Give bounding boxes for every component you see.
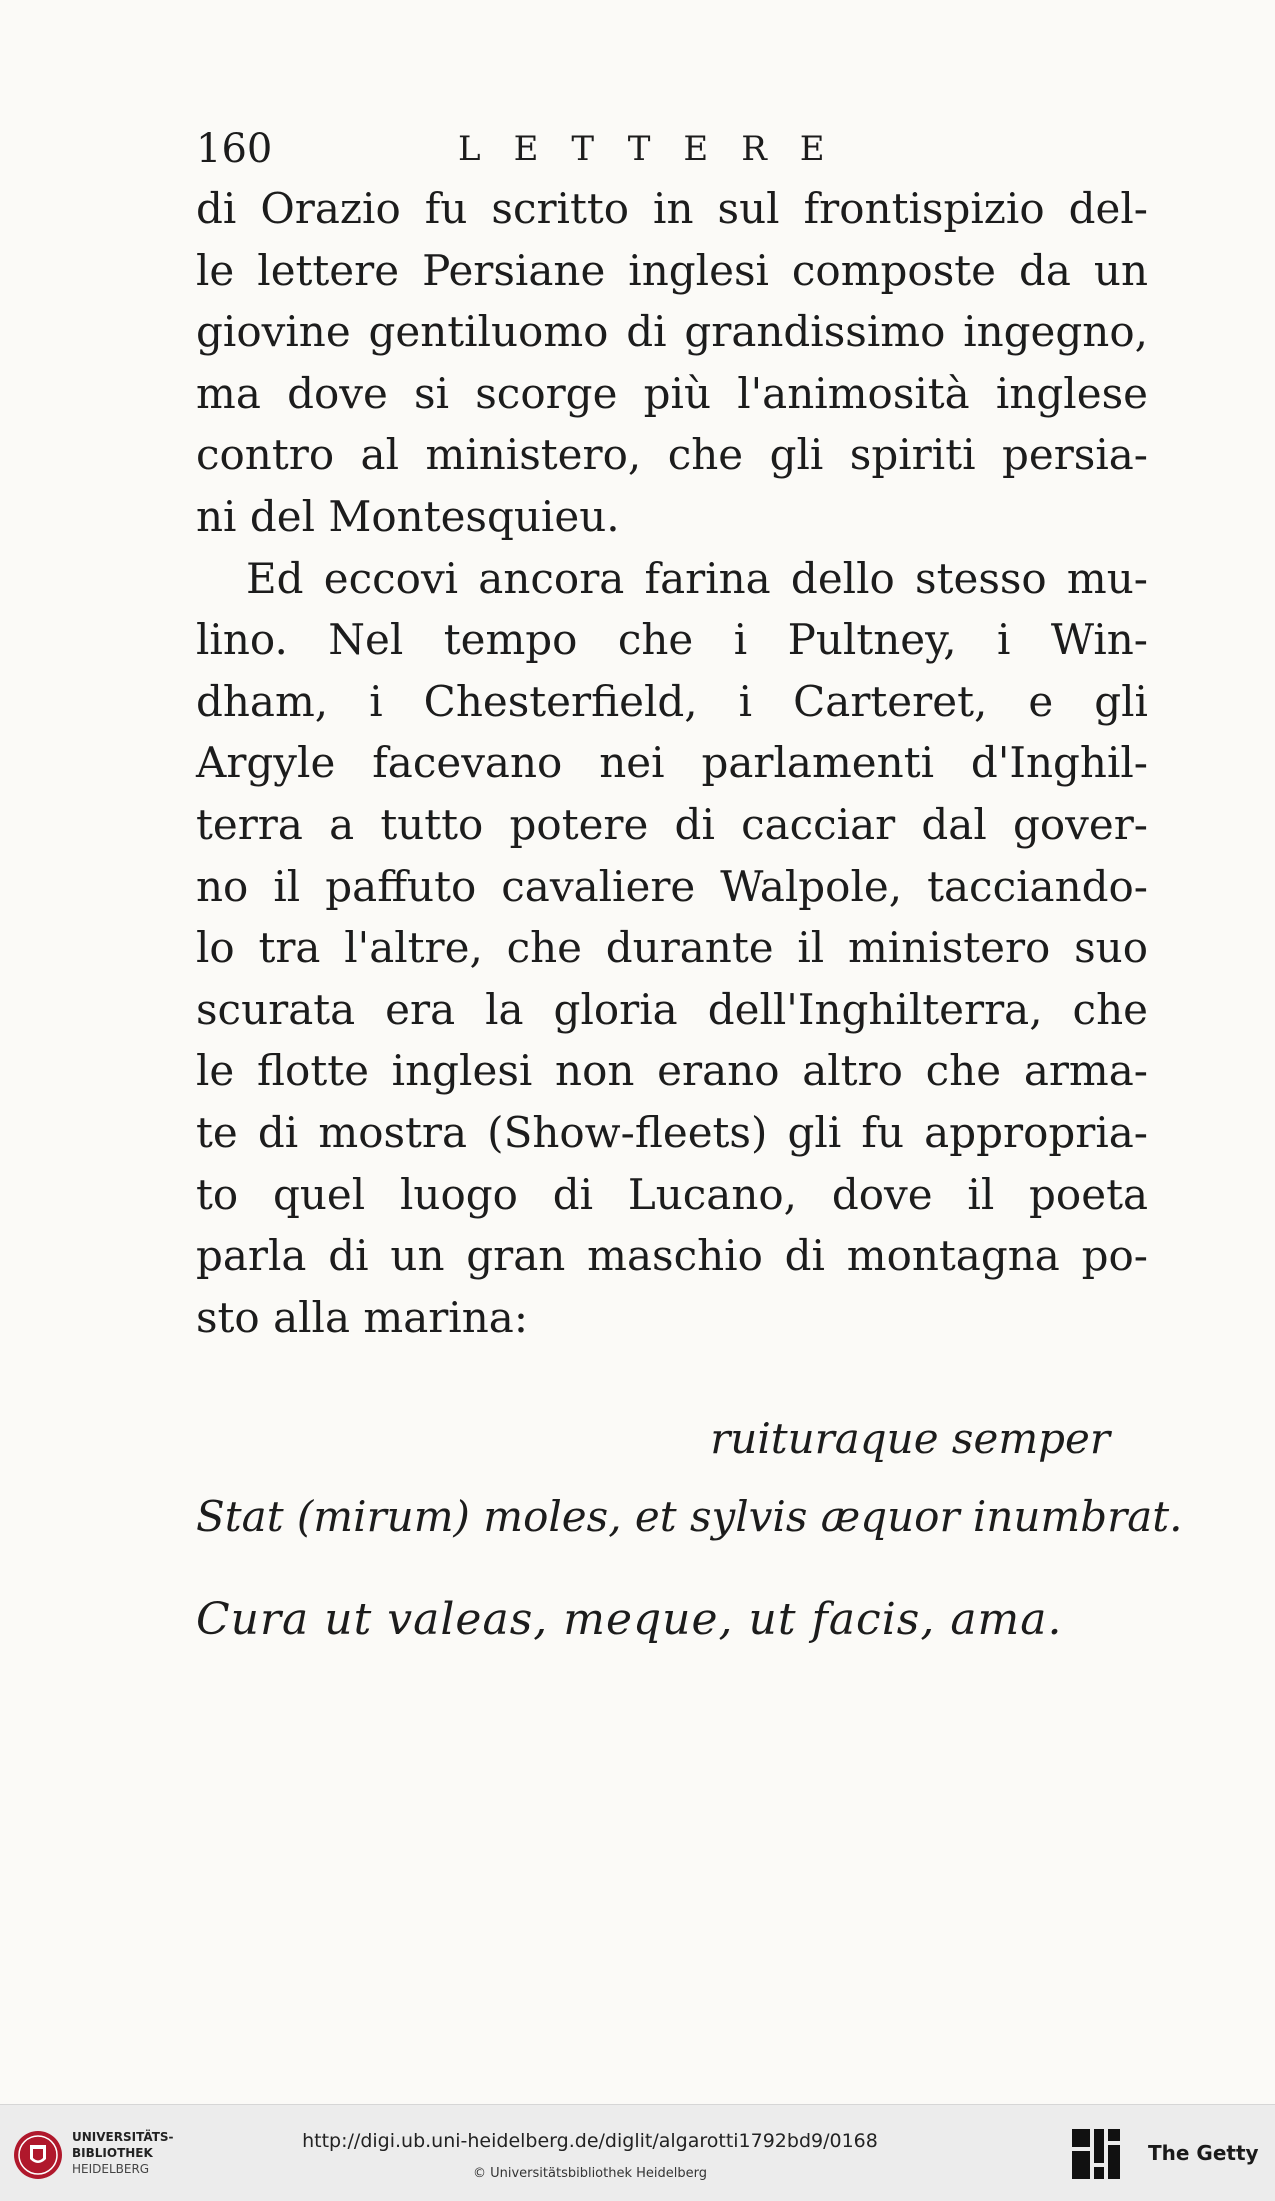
text-line: lino. Nel tempo che i Pultney, i Win- <box>196 615 1148 665</box>
text-line: lo tra l'altre, che durante il ministero suo <box>196 923 1148 973</box>
institution-line: UNIVERSITÄTS- <box>72 2130 174 2144</box>
text-line: ma dove si scorge più l'animosità inglese <box>196 368 1148 418</box>
running-head <box>196 124 876 174</box>
institution-line: BIBLIOTHEK <box>72 2146 153 2160</box>
text-line: to quel luogo di Lucano, dove il poeta <box>196 1169 1148 1219</box>
text-line: giovine gentiluomo di grandissimo ingegno, <box>196 307 1148 357</box>
text-line: Ed eccovi ancora farina dello stesso mu- <box>246 553 1148 603</box>
text-line: parla di un gran maschio di montagna po- <box>196 1231 1148 1281</box>
text-line: di Orazio fu scritto in sul frontispizio del- <box>196 184 1148 233</box>
verse-quote-line-1: ruituraque semper <box>710 1414 1110 1463</box>
university-seal-icon <box>12 2129 64 2181</box>
text-line: sto alla marina: <box>196 1292 528 1342</box>
source-url-link[interactable]: http://digi.ub.uni-heidelberg.de/diglit/algarotti1792bd9/0168 <box>302 2130 878 2152</box>
verse-quote-line-2: Stat (mirum) moles, et sylvis æquor inumbrat. <box>196 1492 1183 1541</box>
running-title: LETTERE <box>458 129 858 169</box>
text-line: le flotte inglesi non erano altro che arma- <box>196 1046 1148 1096</box>
sponsor-name: The Getty <box>1148 2141 1259 2165</box>
text-line: te di mostra (Show-fleets) gli fu appropria- <box>196 1107 1148 1157</box>
text-line: no il paffuto cavaliere Walpole, tacciando- <box>196 861 1148 911</box>
copyright-notice: © Universitätsbibliothek Heidelberg <box>472 2166 707 2181</box>
text-line: dham, i Chesterfield, i Carteret, e gli <box>196 676 1148 726</box>
page-number: 160 <box>196 126 273 172</box>
getty-logo-icon <box>1070 2125 1122 2183</box>
text-line: scurata era la gloria dell'Inghilterra, che <box>196 984 1148 1034</box>
body-text <box>196 178 1148 1348</box>
text-line: contro al ministero, che gli spiriti persia- <box>196 430 1148 480</box>
text-line: ni del Montesquieu. <box>196 491 620 541</box>
text-line: le lettere Persiane inglesi composte da un <box>196 245 1148 295</box>
closing-salutation: Cura ut valeas, meque, ut facis, ama. <box>196 1594 1063 1645</box>
text-line: terra a tutto potere di cacciar dal gover- <box>196 799 1148 849</box>
footer-bar <box>0 2104 1275 2201</box>
institution-line: HEIDELBERG <box>72 2162 150 2176</box>
text-line: Argyle facevano nei parlamenti d'Inghil- <box>196 738 1148 788</box>
institution-name <box>72 2129 174 2177</box>
